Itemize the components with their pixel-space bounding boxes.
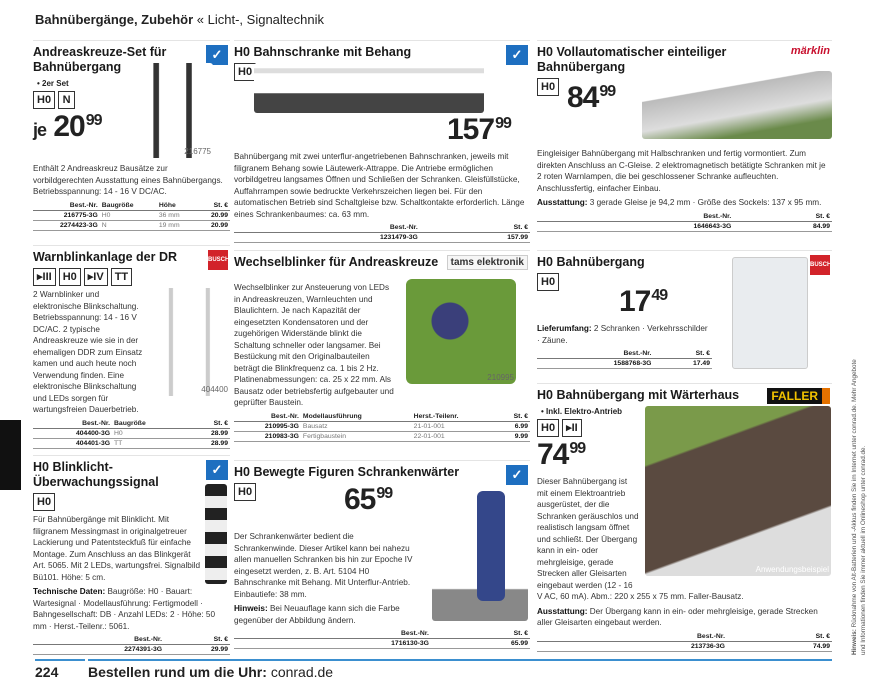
image-label: Anwendungsbeispiel [755, 565, 829, 574]
product-title: H0 Bewegte Figuren Schrankenwärter [234, 465, 460, 479]
note-text: Baugröße: H0 · Bauart: Wartesignal · Modellausführung: Fertigmodell · Bahngesellschaft: DB · Anzahl LEDs: 2 · Höhe: 50 mm · Herst.-Teilenr.: 5061. [33, 587, 216, 631]
table-row[interactable] [234, 431, 530, 441]
side-note-text: Rücknahme von Alt-Batterien und -Akkus finden Sie im Internet unter conrad.de. Mehr Angebote und Informationen finden Sie immer aktuell im Onlineshop unter conrad.de. [851, 359, 867, 655]
scale-badge: ▸III [33, 268, 56, 286]
product-note [537, 606, 832, 629]
table-cell: 74.99 [727, 641, 832, 651]
scale-badge: ▸IV [84, 268, 108, 286]
table-cell: 210983-3G [234, 431, 301, 441]
table-row[interactable] [234, 233, 530, 243]
description-block [33, 163, 230, 198]
slogan-text: Bestellen rund um die Uhr: [88, 664, 267, 680]
product-card [33, 455, 230, 655]
scale-badge: H0 [537, 273, 559, 291]
table-cell: TT [112, 438, 186, 448]
column-header: Baugröße [100, 201, 157, 211]
table-header [33, 201, 230, 211]
product-description: Dieser Bahnübergang ist mit einem Elektroantrieb ausgerüstet, der die Schranken geräuschlos und realistisch langsam öffnet und schließt. Der Übergang kann in ein- oder mehrgleisige, gerade Strecken aller Gleisarten eingebaut werden (12 - 16 V AC, 60 mA). Abm.: 220 x 255 x 75 mm. Faller-Bausatz. [537, 477, 744, 601]
image-spacer [640, 476, 832, 582]
table-cell: 1646643-3G [537, 221, 733, 231]
table-cell: 28.99 [186, 438, 230, 448]
price-prefix: je [33, 120, 47, 140]
table-cell: 20.99 [196, 220, 230, 230]
table-cell: 213736-3G [537, 641, 727, 651]
product-card [537, 250, 832, 369]
column-header: Best.-Nr. [33, 419, 112, 429]
price [447, 115, 511, 145]
table-row[interactable] [234, 639, 530, 649]
order-table [234, 412, 530, 442]
viessmann-logo: ✓ [506, 465, 528, 485]
image-spacer [144, 289, 230, 401]
price-decimals: 99 [569, 440, 586, 457]
side-note [850, 355, 868, 655]
order-table [33, 635, 230, 655]
feature-item: • Inkl. Elektro-Antrieb [541, 407, 832, 416]
section-tab-marker [0, 420, 21, 490]
note-label: Ausstattung: [537, 606, 588, 616]
price-decimals: 99 [376, 485, 393, 502]
column-header: St. € [164, 635, 230, 645]
table-cell: 2274391-3G [33, 645, 164, 655]
note-text: 3 gerade Gleise je 94,2 mm · Größe des Sockels: 137 x 95 mm. [589, 198, 822, 207]
order-table [537, 632, 832, 652]
table-cell: 65.99 [431, 639, 530, 649]
table-cell: 17.49 [653, 359, 712, 369]
table-header [537, 349, 712, 359]
table-cell: 1716130-3G [234, 639, 431, 649]
feature-item: • 2er Set [37, 79, 230, 88]
product-title: Warnblinkanlage der DR [33, 250, 178, 264]
table-header [537, 212, 832, 222]
order-table [537, 349, 712, 369]
order-table [33, 419, 230, 449]
footer-divider [88, 659, 832, 661]
table-header [234, 412, 530, 422]
table-cell: 1231479-3G [234, 233, 420, 243]
note-label: Technische Daten: [33, 587, 106, 596]
product-note [33, 586, 230, 632]
table-cell: 404400-3G [33, 428, 112, 438]
scale-badge: H0 [537, 78, 559, 96]
scale-badge: H0 [234, 63, 256, 81]
table-row[interactable] [33, 220, 230, 230]
price-integer: 157 [447, 113, 495, 146]
product-title: H0 Bahnübergang [537, 255, 645, 269]
price [567, 83, 615, 113]
product-card [234, 250, 530, 442]
column-header: Best.-Nr. [33, 201, 100, 211]
table-cell: 28.99 [186, 428, 230, 438]
column-header: St. € [431, 629, 530, 639]
note-label: Ausstattung: [537, 198, 588, 207]
price [33, 112, 230, 145]
table-row[interactable] [537, 641, 832, 651]
table-cell: 404401-3G [33, 438, 112, 448]
table-row[interactable] [33, 428, 230, 438]
price-decimals: 99 [495, 115, 511, 132]
description-block [33, 289, 230, 416]
table-cell: 20.99 [196, 210, 230, 220]
description-block [537, 476, 832, 629]
column-header: Best.-Nr. [537, 212, 733, 222]
note-label: Hinweis: [234, 604, 268, 613]
order-table [234, 629, 530, 649]
image-label: 216775 [184, 147, 211, 156]
product-description: Bahnübergang mit zwei unterflur-angetriebenen Bahnschranken, jeweils mit filigranem Behang sowie Läutewerk-Attrappe. Die Antriebe ermöglichen vorbildgetreu langsames Öffnen und Schließen der Schranken. Gleisfüllstücke, Auffahrrampen sowie bedruckte Verkehrszeichen liegen bei. Für den automatischen Betrieb sind Schaltgleise bzw. Schaltkontakte erforderlich. Länge eines Schrankenbaumes: ca. 63 mm. [234, 152, 525, 219]
price-decimals: 49 [651, 287, 668, 304]
column-header: St. € [727, 632, 832, 642]
image-spacer [200, 514, 230, 590]
table-cell: 6.99 [498, 421, 530, 431]
table-row[interactable] [537, 221, 832, 231]
description-block [234, 151, 530, 220]
viessmann-logo: ✓ [506, 45, 528, 65]
faller-logo: FALLER [767, 388, 830, 404]
viessmann-logo: ✓ [206, 45, 228, 65]
product-description: Für Bahnübergänge mit Blinklicht. Mit filigranem Messingmast in originalgetreuer Lackierung und Patentsteckfuß für einfache Montage. Zum Anschluss an das Blinkgerät Art. 5065. Mit 2 LEDs, wartungsfrei. Signalbild Bü101. Höhe: 5 cm. [33, 515, 201, 582]
description-block [33, 514, 230, 632]
product-title: H0 Bahnschranke mit Behang [234, 45, 412, 59]
table-row[interactable] [33, 210, 230, 220]
column-header: Best.-Nr. [33, 635, 164, 645]
subcategory: « Licht-, Signaltechnik [196, 12, 324, 27]
table-header [537, 632, 832, 642]
column-header: St. € [733, 212, 832, 222]
table-cell: N [100, 220, 157, 230]
description-block [537, 323, 832, 346]
table-header [33, 419, 230, 429]
product-note [537, 197, 832, 209]
page-header [35, 12, 324, 27]
price-integer: 20 [53, 110, 85, 143]
price-integer: 84 [567, 81, 599, 114]
product-title: H0 Bahnübergang mit Wärterhaus [537, 388, 740, 402]
table-cell: 29.99 [164, 645, 230, 655]
maerklin-logo: märklin [790, 45, 830, 57]
table-cell: 22-01-001 [412, 431, 498, 441]
table-cell: Fertigbaustein [301, 431, 412, 441]
product-image [254, 63, 484, 113]
column-header: Best.-Nr. [537, 349, 653, 359]
order-table [33, 201, 230, 231]
product-title: Wechselblinker für Andreaskreuze [234, 255, 439, 269]
column-header: Baugröße [112, 419, 186, 429]
scale-badge: H0 [33, 493, 55, 511]
price-decimals: 99 [599, 83, 616, 100]
footer-slogan [88, 664, 333, 680]
scale-badges [33, 268, 230, 286]
column-header: St. € [653, 349, 712, 359]
product-description: 2 Warnblinker und elektronische Blinkschaltung. Betriebsspannung: 14 - 16 V DC/AC. 2 typische Andreaskreuze wie sie in der ehemaligen DDR zum Einsatz kamen und auch heute noch Verwendung finden. Eine elektronische Blinkschaltung und LEDs sorgen für wartungsfreien Dauerbetrieb. [33, 290, 143, 414]
scale-badge: H0 [537, 419, 559, 437]
note-label: Lieferumfang: [537, 324, 592, 333]
column-header: Herst.-Teilenr. [412, 412, 498, 422]
price-decimals: 99 [85, 112, 102, 129]
scale-badge: ▸II [562, 419, 582, 437]
product-card [537, 383, 832, 652]
side-note-label: Hinweis: [851, 629, 858, 655]
description-block [234, 282, 530, 409]
column-header: St. € [196, 201, 230, 211]
table-cell: 84.99 [733, 221, 832, 231]
table-row[interactable] [33, 438, 230, 448]
busch-logo: BUSCH [208, 250, 228, 270]
scale-badge: TT [111, 268, 132, 286]
description-block [537, 148, 832, 209]
order-table [537, 212, 832, 232]
product-note [537, 323, 712, 346]
page-number: 224 [35, 664, 59, 680]
column-header: Best.-Nr. [234, 629, 431, 639]
product-card [234, 40, 530, 243]
table-row[interactable] [33, 645, 230, 655]
table-cell: 157.99 [420, 233, 530, 243]
table-header [234, 223, 530, 233]
table-cell: 36 mm [157, 210, 197, 220]
note-text: 2 Schranken · Verkehrsschilder · Zäune. [537, 324, 708, 345]
busch-logo: BUSCH [810, 255, 830, 275]
product-card [33, 40, 230, 231]
table-cell: 21-01-001 [412, 421, 498, 431]
table-cell: H0 [100, 210, 157, 220]
price-integer: 74 [537, 438, 569, 471]
column-header: Best.-Nr. [234, 412, 301, 422]
column-header: St. € [498, 412, 530, 422]
scale-badge: H0 [33, 91, 55, 109]
table-cell: 9.99 [498, 431, 530, 441]
table-cell: H0 [112, 428, 186, 438]
table-row[interactable] [234, 421, 530, 431]
column-header: Best.-Nr. [234, 223, 420, 233]
product-note [234, 603, 414, 626]
column-header: St. € [186, 419, 230, 429]
price [619, 287, 667, 317]
product-description: Der Schrankenwärter bedient die Schrankenwinde. Dieser Artikel kann bei nahezu allen manuellen Schranken bis hin zur Epoche IV eingesetzt werden, z. B. Art. 5104 H0 Bahnschranke mit Behang. Mit Unterflur-Antrieb. Einbautiefe: 38 mm. [234, 532, 413, 599]
product-title: H0 Vollautomatischer einteiliger Bahnübergang [537, 45, 727, 74]
product-card [537, 40, 832, 232]
product-description: Enthält 2 Andreaskreuz Bausätze zur vorbildgerechten Ausstattung eines Bahnübergangs. Betriebsspannung: 14 - 16 V DC/AC. [33, 164, 223, 196]
site-link[interactable]: conrad.de [270, 664, 334, 680]
product-card [33, 245, 230, 449]
table-cell: 210995-3G [234, 421, 301, 431]
price [537, 440, 832, 470]
table-cell: 19 mm [157, 220, 197, 230]
scale-badge: H0 [59, 268, 81, 286]
price [344, 485, 392, 515]
scale-badge: H0 [234, 483, 256, 501]
product-description: Wechselblinker zur Ansteuerung von LEDs in Andreaskreuzen, Warnleuchten und Blaulichtern. Je nach Kapazität der eingesetzten Kondensatoren und der zugehörigen Widerstände blinkt die Schaltung schneller oder langsamer. Bei Bestückung mit den Originalbauteilen beträgt die Blinkfrequenz ca. 1 bis 2 Hz. Platinenabmessungen: ca. 25 x 22 mm. Als Bausatz oder betriebsfertig aufgebauter und geprüfter Baustein. [234, 283, 394, 407]
category-title: Bahnübergänge, Zubehör [35, 12, 194, 27]
column-header: Modellausführung [301, 412, 412, 422]
table-cell: 1588768-3G [537, 359, 653, 369]
image-label: 210995 [487, 373, 514, 382]
table-cell: Bausatz [301, 421, 412, 431]
column-header: Best.-Nr. [537, 632, 727, 642]
table-cell: 216775-3G [33, 210, 100, 220]
product-image [732, 257, 808, 369]
description-block [234, 531, 414, 626]
image-label: 404400 [201, 385, 228, 394]
product-card [234, 460, 530, 649]
table-header [33, 635, 230, 645]
column-header: St. € [420, 223, 530, 233]
product-image [642, 71, 832, 139]
scale-badges [33, 493, 230, 511]
price-integer: 17 [619, 285, 651, 318]
product-description: Eingleisiger Bahnübergang mit Halbschranken und fertig vormontiert. Zum direkten Anschluss an C-Gleise. 2 elektromagnetisch betätigte Schranken mit je 2 roten Warnlampen, die bei geschlossener Schranke aufleuchten. Anschlussfertig, einfacher Einbau. [537, 149, 826, 193]
product-title: Andreaskreuze-Set für Bahnübergang [33, 45, 167, 74]
note-text: Bei Neuauflage kann sich die Farbe gegenüber der Abbildung ändern. [234, 604, 400, 625]
scale-badge: N [58, 91, 75, 109]
footer-divider [35, 659, 85, 661]
note-text: Der Übergang kann in ein- oder mehrgleisige, gerade Strecken aller Gleisarten eingebaut werden. [537, 606, 818, 627]
price-integer: 65 [344, 483, 376, 516]
column-header: Höhe [157, 201, 197, 211]
order-table [234, 223, 530, 243]
product-image [432, 491, 528, 621]
viessmann-logo: ✓ [206, 460, 228, 480]
table-header [234, 629, 530, 639]
table-row[interactable] [537, 359, 712, 369]
table-cell: 2274423-3G [33, 220, 100, 230]
tams-logo: tams elektronik [447, 255, 528, 270]
product-title: H0 Blinklicht-Überwachungssignal [33, 460, 159, 489]
